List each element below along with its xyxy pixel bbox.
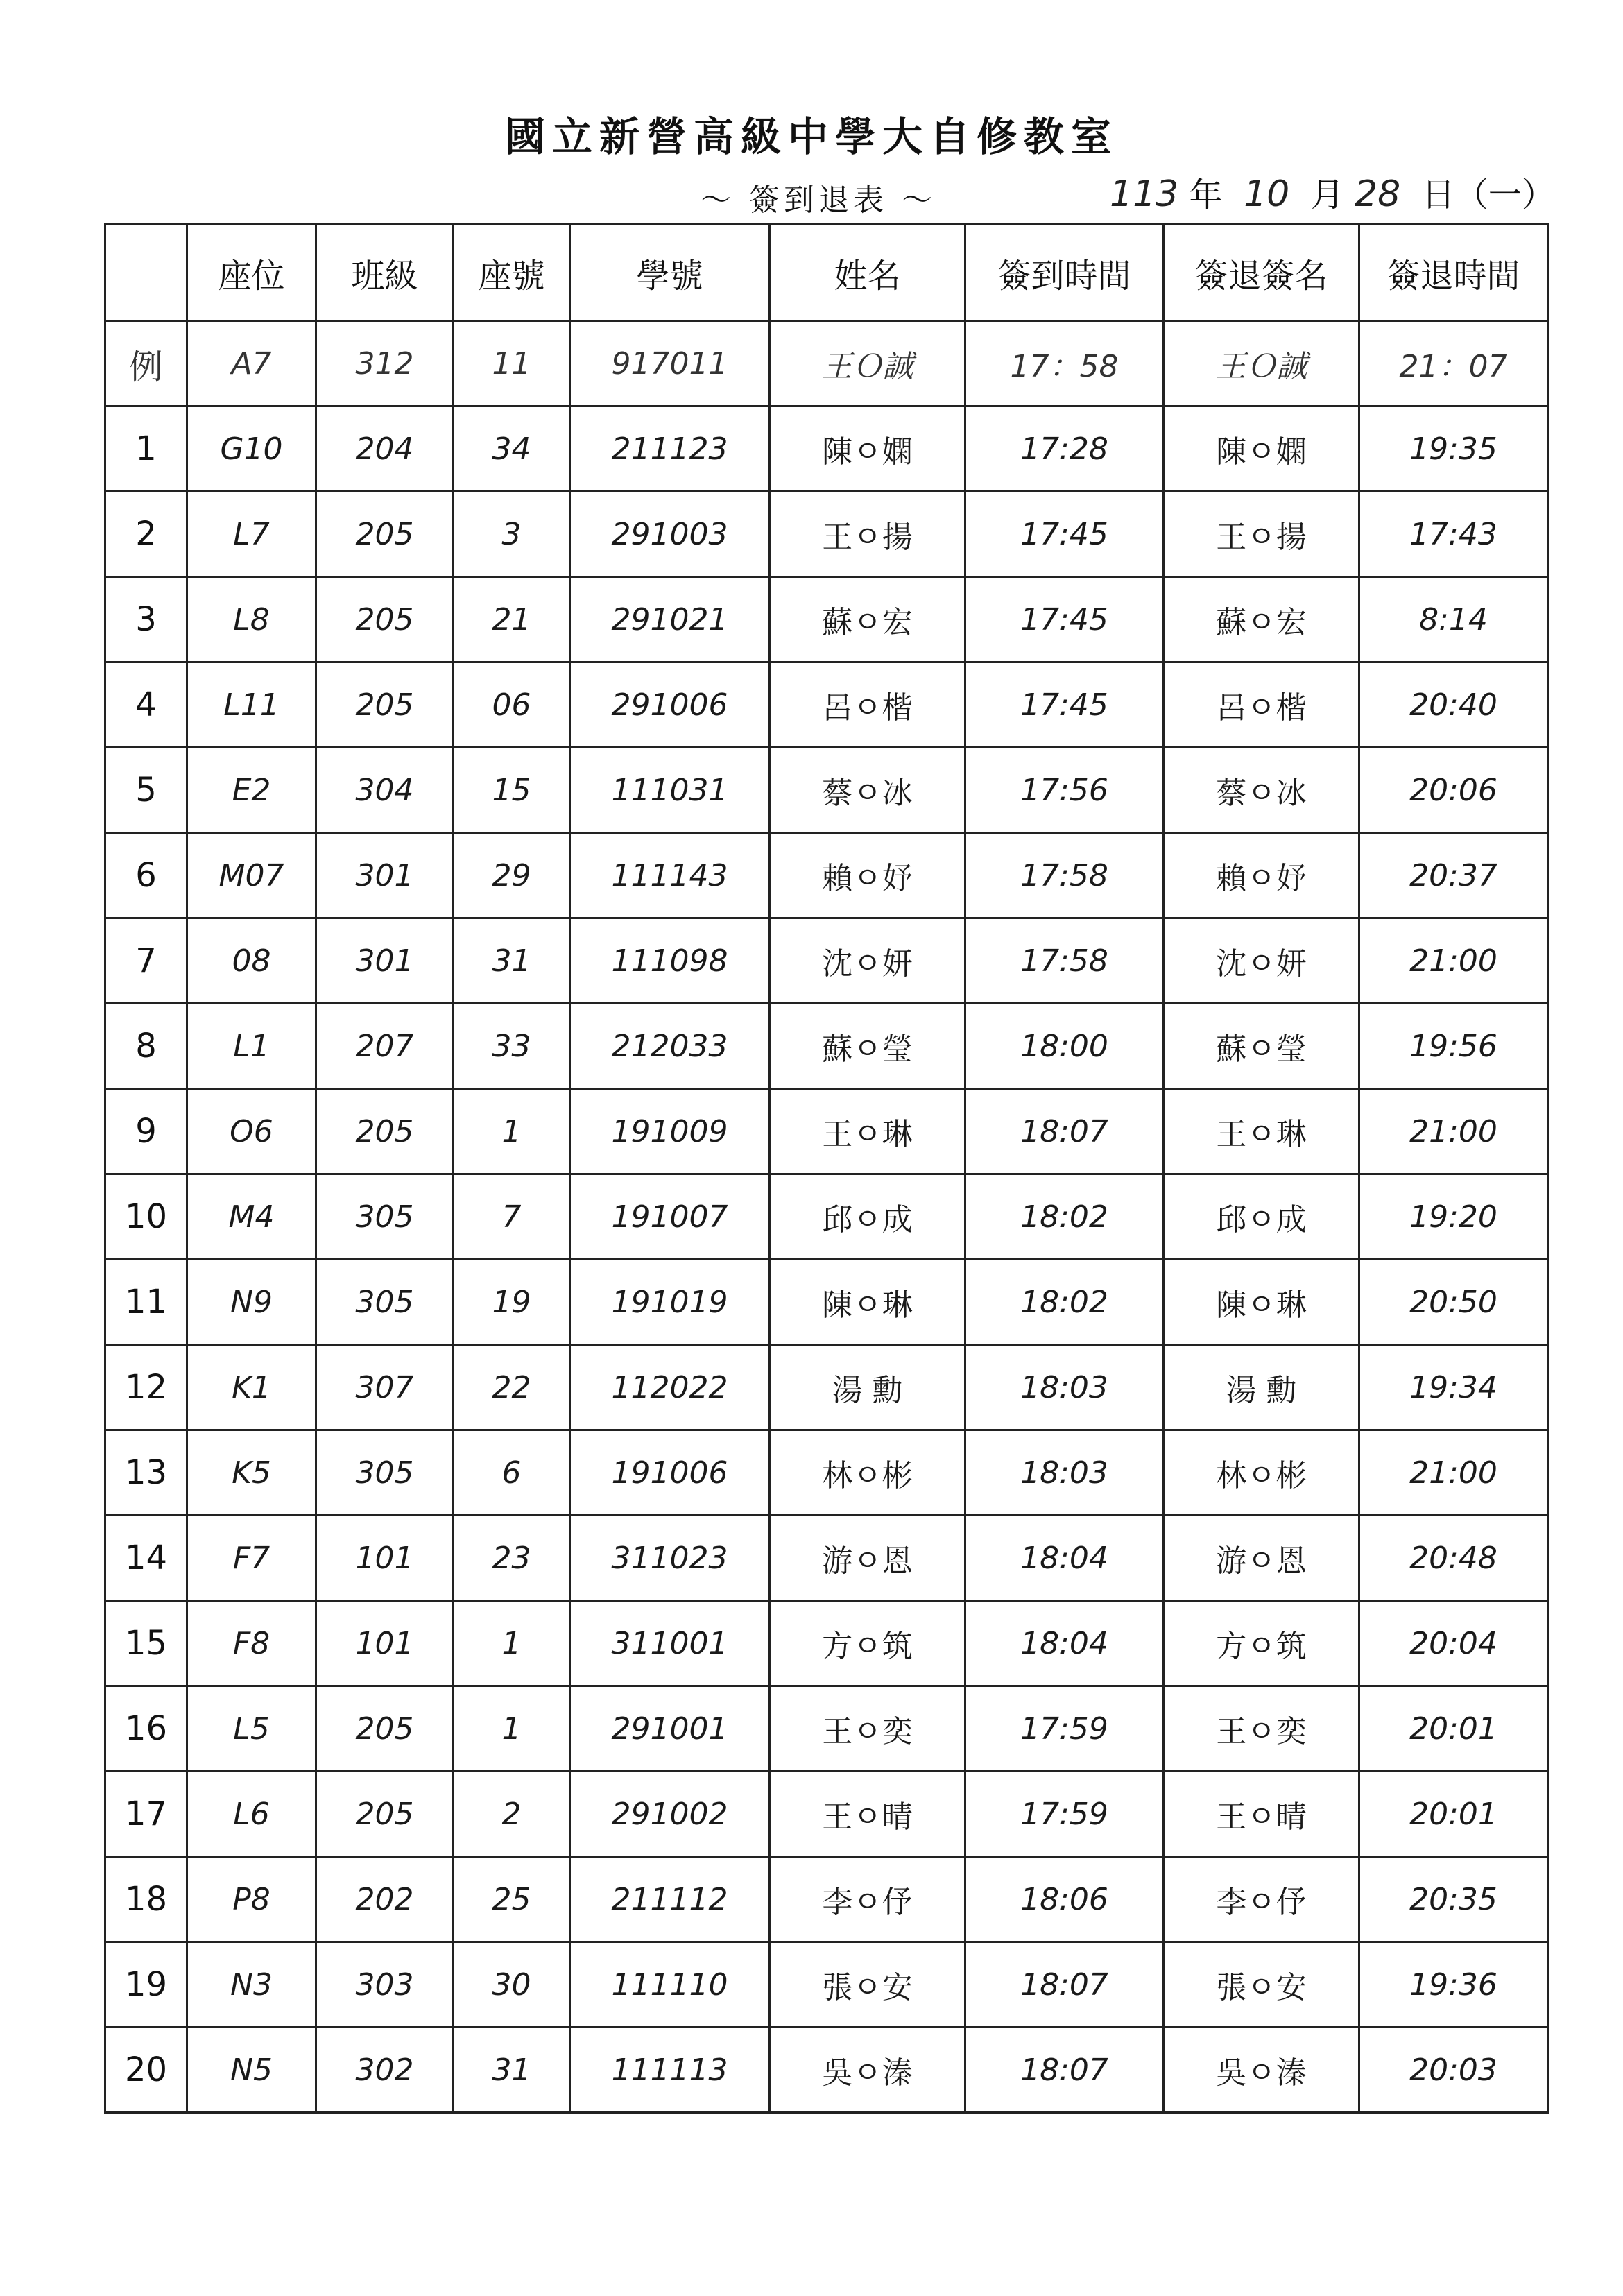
- class-cell: 303: [316, 1942, 454, 2028]
- table-row: [105, 1516, 1548, 1601]
- seat-cell: L8: [187, 577, 316, 662]
- row-label: 15: [105, 1601, 187, 1686]
- sign-out-name-cell: 林ㅇ彬: [1164, 1430, 1359, 1516]
- student-id-cell: 191006: [570, 1430, 770, 1516]
- table-row: [105, 1174, 1548, 1260]
- class-cell: 301: [316, 833, 454, 918]
- name-cell: 王ㅇ琳: [770, 1089, 965, 1174]
- sign-out-name-cell: 陳ㅇ嫻: [1164, 406, 1359, 492]
- sign-out-time-cell: 20:35: [1359, 1857, 1548, 1942]
- sign-in-time-cell: 17:58: [965, 918, 1164, 1004]
- sign-in-time-cell: 17:45: [965, 662, 1164, 748]
- sign-out-name-cell: 陳ㅇ琳: [1164, 1260, 1359, 1345]
- column-header-name: 姓名: [770, 225, 965, 321]
- table-row: [105, 1260, 1548, 1345]
- number-cell: 21: [454, 577, 570, 662]
- table-row: [105, 1089, 1548, 1174]
- sign-out-name-cell: 游ㅇ恩: [1164, 1516, 1359, 1601]
- student-id-cell: 211123: [570, 406, 770, 492]
- sign-out-name-cell: 方ㅇ筑: [1164, 1601, 1359, 1686]
- sign-out-time-cell: 21:00: [1359, 918, 1548, 1004]
- row-label: 5: [105, 748, 187, 833]
- seat-cell: N9: [187, 1260, 316, 1345]
- table-row: [105, 1772, 1548, 1857]
- sign-out-time-cell: 20:50: [1359, 1260, 1548, 1345]
- class-cell: 205: [316, 1089, 454, 1174]
- sign-in-time-cell: 18:02: [965, 1174, 1164, 1260]
- name-cell: 蘇ㅇ瑩: [770, 1004, 965, 1089]
- table-row: [105, 1345, 1548, 1430]
- sign-out-name-cell: 呂ㅇ楷: [1164, 662, 1359, 748]
- column-header-sign-out-name: 簽退簽名: [1164, 225, 1359, 321]
- sign-out-time-cell: 19:35: [1359, 406, 1548, 492]
- seat-cell: G10: [187, 406, 316, 492]
- sign-out-name-cell: 蘇ㅇ宏: [1164, 577, 1359, 662]
- sign-out-name-cell: 吳ㅇ溱: [1164, 2028, 1359, 2113]
- sign-in-time-cell: 18:07: [965, 2028, 1164, 2113]
- student-id-cell: 291006: [570, 662, 770, 748]
- sign-in-time-cell: 17：58: [965, 321, 1164, 406]
- number-cell: 1: [454, 1686, 570, 1772]
- sign-in-time-cell: 17:56: [965, 748, 1164, 833]
- class-cell: 307: [316, 1345, 454, 1430]
- sign-out-time-cell: 21:00: [1359, 1430, 1548, 1516]
- name-cell: 王ㅇ晴: [770, 1772, 965, 1857]
- sign-in-table: [104, 223, 1549, 2114]
- column-header-sign-in-time: 簽到時間: [965, 225, 1164, 321]
- sign-out-name-cell: 王ㅇ奕: [1164, 1686, 1359, 1772]
- seat-cell: 08: [187, 918, 316, 1004]
- sign-out-time-cell: 21：07: [1359, 321, 1548, 406]
- form-subtitle: ～ 簽到退表 ～: [701, 182, 936, 218]
- sign-in-time-cell: 18:04: [965, 1516, 1164, 1601]
- name-cell: 蘇ㅇ宏: [770, 577, 965, 662]
- row-label: 例: [105, 321, 187, 406]
- student-id-cell: 311023: [570, 1516, 770, 1601]
- table-row: [105, 492, 1548, 577]
- seat-cell: F8: [187, 1601, 316, 1686]
- class-cell: 205: [316, 1686, 454, 1772]
- sign-in-time-cell: 18:06: [965, 1857, 1164, 1942]
- class-cell: 312: [316, 321, 454, 406]
- sign-out-time-cell: 20:03: [1359, 2028, 1548, 2113]
- name-cell: 方ㅇ筑: [770, 1601, 965, 1686]
- sign-out-name-cell: 王Ｏ誠: [1164, 321, 1359, 406]
- sign-in-time-cell: 18:03: [965, 1345, 1164, 1430]
- seat-cell: P8: [187, 1857, 316, 1942]
- row-label: 3: [105, 577, 187, 662]
- table-row: [105, 1601, 1548, 1686]
- sign-out-name-cell: 張ㅇ安: [1164, 1942, 1359, 2028]
- table-row: [105, 1004, 1548, 1089]
- class-cell: 305: [316, 1430, 454, 1516]
- number-cell: 19: [454, 1260, 570, 1345]
- table-row: [105, 406, 1548, 492]
- sign-out-time-cell: 20:48: [1359, 1516, 1548, 1601]
- row-label: 12: [105, 1345, 187, 1430]
- sign-out-name-cell: 邱ㅇ成: [1164, 1174, 1359, 1260]
- student-id-cell: 111143: [570, 833, 770, 918]
- name-cell: 張ㅇ安: [770, 1942, 965, 2028]
- seat-cell: A7: [187, 321, 316, 406]
- seat-cell: F7: [187, 1516, 316, 1601]
- date-day: 28: [1355, 173, 1401, 215]
- student-id-cell: 191009: [570, 1089, 770, 1174]
- date-year: 113: [1110, 173, 1179, 215]
- class-cell: 202: [316, 1857, 454, 1942]
- row-label: 1: [105, 406, 187, 492]
- table-row: [105, 1942, 1548, 2028]
- class-cell: 205: [316, 577, 454, 662]
- date-month-label: 月: [1310, 175, 1344, 214]
- row-label: 9: [105, 1089, 187, 1174]
- sign-in-time-cell: 17:45: [965, 492, 1164, 577]
- name-cell: 王ㅇ揚: [770, 492, 965, 577]
- column-header-seat: 座位: [187, 225, 316, 321]
- student-id-cell: 112022: [570, 1345, 770, 1430]
- sign-out-name-cell: 賴ㅇ妤: [1164, 833, 1359, 918]
- number-cell: 06: [454, 662, 570, 748]
- student-id-cell: 291003: [570, 492, 770, 577]
- name-cell: 沈ㅇ妍: [770, 918, 965, 1004]
- name-cell: 賴ㅇ妤: [770, 833, 965, 918]
- seat-cell: N5: [187, 2028, 316, 2113]
- name-cell: 吳ㅇ溱: [770, 2028, 965, 2113]
- number-cell: 30: [454, 1942, 570, 2028]
- sign-in-time-cell: 17:59: [965, 1772, 1164, 1857]
- sign-out-name-cell: 王ㅇ晴: [1164, 1772, 1359, 1857]
- class-cell: 205: [316, 492, 454, 577]
- number-cell: 1: [454, 1089, 570, 1174]
- sign-out-time-cell: 20:04: [1359, 1601, 1548, 1686]
- subtitle-row: [0, 168, 1623, 223]
- table-header-row: [105, 225, 1548, 321]
- date-year-label: 年: [1189, 175, 1223, 214]
- sign-out-time-cell: 21:00: [1359, 1089, 1548, 1174]
- table-row: [105, 833, 1548, 918]
- sign-in-time-cell: 18:03: [965, 1430, 1164, 1516]
- name-cell: 林ㅇ彬: [770, 1430, 965, 1516]
- seat-cell: O6: [187, 1089, 316, 1174]
- sign-out-name-cell: 蘇ㅇ瑩: [1164, 1004, 1359, 1089]
- name-cell: 陳ㅇ琳: [770, 1260, 965, 1345]
- row-label: 17: [105, 1772, 187, 1857]
- sign-in-time-cell: 18:07: [965, 1089, 1164, 1174]
- name-cell: 王ㅇ奕: [770, 1686, 965, 1772]
- sign-out-time-cell: 20:40: [1359, 662, 1548, 748]
- row-label: 2: [105, 492, 187, 577]
- name-cell: 陳ㅇ嫻: [770, 406, 965, 492]
- sign-in-time-cell: 17:58: [965, 833, 1164, 918]
- row-label: 4: [105, 662, 187, 748]
- seat-cell: L5: [187, 1686, 316, 1772]
- table-row: [105, 662, 1548, 748]
- class-cell: 205: [316, 1772, 454, 1857]
- number-cell: 7: [454, 1174, 570, 1260]
- table-row: [105, 1430, 1548, 1516]
- class-cell: 305: [316, 1174, 454, 1260]
- table-row: [105, 577, 1548, 662]
- class-cell: 302: [316, 2028, 454, 2113]
- student-id-cell: 211112: [570, 1857, 770, 1942]
- student-id-cell: 111113: [570, 2028, 770, 2113]
- row-label: 7: [105, 918, 187, 1004]
- number-cell: 23: [454, 1516, 570, 1601]
- table-row: [105, 1857, 1548, 1942]
- sign-out-name-cell: 沈ㅇ妍: [1164, 918, 1359, 1004]
- number-cell: 15: [454, 748, 570, 833]
- column-header-index: [105, 225, 187, 321]
- sign-out-name-cell: 李ㅇ伃: [1164, 1857, 1359, 1942]
- sign-out-name-cell: 湯 勳: [1164, 1345, 1359, 1430]
- student-id-cell: 111031: [570, 748, 770, 833]
- sign-in-time-cell: 18:04: [965, 1601, 1164, 1686]
- class-cell: 305: [316, 1260, 454, 1345]
- sign-in-time-cell: 17:45: [965, 577, 1164, 662]
- seat-cell: M07: [187, 833, 316, 918]
- student-id-cell: 291021: [570, 577, 770, 662]
- number-cell: 1: [454, 1601, 570, 1686]
- seat-cell: L11: [187, 662, 316, 748]
- row-label: 19: [105, 1942, 187, 2028]
- sign-out-time-cell: 20:01: [1359, 1686, 1548, 1772]
- sign-in-time-cell: 18:07: [965, 1942, 1164, 2028]
- sign-in-time-cell: 17:59: [965, 1686, 1164, 1772]
- sign-out-time-cell: 19:56: [1359, 1004, 1548, 1089]
- number-cell: 33: [454, 1004, 570, 1089]
- sign-out-time-cell: 19:20: [1359, 1174, 1548, 1260]
- name-cell: 湯 勳: [770, 1345, 965, 1430]
- student-id-cell: 917011: [570, 321, 770, 406]
- sign-out-time-cell: 19:34: [1359, 1345, 1548, 1430]
- sign-in-time-cell: 18:00: [965, 1004, 1164, 1089]
- name-cell: 呂ㅇ楷: [770, 662, 965, 748]
- seat-cell: E2: [187, 748, 316, 833]
- seat-cell: N3: [187, 1942, 316, 2028]
- student-id-cell: 291002: [570, 1772, 770, 1857]
- class-cell: 207: [316, 1004, 454, 1089]
- class-cell: 304: [316, 748, 454, 833]
- seat-cell: L6: [187, 1772, 316, 1857]
- seat-cell: L1: [187, 1004, 316, 1089]
- table-row: [105, 918, 1548, 1004]
- sign-out-name-cell: 蔡ㅇ冰: [1164, 748, 1359, 833]
- column-header-number: 座號: [454, 225, 570, 321]
- sign-out-time-cell: 20:06: [1359, 748, 1548, 833]
- name-cell: 邱ㅇ成: [770, 1174, 965, 1260]
- form-date: [1110, 168, 1555, 216]
- student-id-cell: 191007: [570, 1174, 770, 1260]
- date-weekday-close: ）: [1521, 175, 1555, 214]
- row-label: 8: [105, 1004, 187, 1089]
- number-cell: 34: [454, 406, 570, 492]
- sign-out-time-cell: 8:14: [1359, 577, 1548, 662]
- row-label: 10: [105, 1174, 187, 1260]
- row-label: 6: [105, 833, 187, 918]
- table-row: [105, 1686, 1548, 1772]
- date-weekday: 一: [1488, 175, 1522, 214]
- table-row: [105, 2028, 1548, 2113]
- column-header-student-id: 學號: [570, 225, 770, 321]
- number-cell: 11: [454, 321, 570, 406]
- sign-out-time-cell: 17:43: [1359, 492, 1548, 577]
- sign-out-time-cell: 20:01: [1359, 1772, 1548, 1857]
- number-cell: 31: [454, 918, 570, 1004]
- column-header-class: 班級: [316, 225, 454, 321]
- name-cell: 李ㅇ伃: [770, 1857, 965, 1942]
- row-label: 20: [105, 2028, 187, 2113]
- student-id-cell: 111098: [570, 918, 770, 1004]
- class-cell: 101: [316, 1601, 454, 1686]
- student-id-cell: 111110: [570, 1942, 770, 2028]
- row-label: 16: [105, 1686, 187, 1772]
- student-id-cell: 191019: [570, 1260, 770, 1345]
- class-cell: 301: [316, 918, 454, 1004]
- row-label: 11: [105, 1260, 187, 1345]
- table-row: [105, 748, 1548, 833]
- name-cell: 蔡ㅇ冰: [770, 748, 965, 833]
- name-cell: 王Ｏ誠: [770, 321, 965, 406]
- number-cell: 29: [454, 833, 570, 918]
- sign-in-time-cell: 18:02: [965, 1260, 1164, 1345]
- column-header-sign-out-time: 簽退時間: [1359, 225, 1548, 321]
- sign-out-time-cell: 20:37: [1359, 833, 1548, 918]
- sign-in-time-cell: 17:28: [965, 406, 1164, 492]
- row-label: 14: [105, 1516, 187, 1601]
- number-cell: 22: [454, 1345, 570, 1430]
- date-day-label: 日: [1421, 175, 1455, 214]
- number-cell: 2: [454, 1772, 570, 1857]
- sign-out-name-cell: 王ㅇ琳: [1164, 1089, 1359, 1174]
- number-cell: 25: [454, 1857, 570, 1942]
- seat-cell: M4: [187, 1174, 316, 1260]
- number-cell: 6: [454, 1430, 570, 1516]
- seat-cell: K5: [187, 1430, 316, 1516]
- example-row: [105, 321, 1548, 406]
- number-cell: 3: [454, 492, 570, 577]
- seat-cell: L7: [187, 492, 316, 577]
- name-cell: 游ㅇ恩: [770, 1516, 965, 1601]
- class-cell: 205: [316, 662, 454, 748]
- date-weekday-open: （: [1454, 175, 1488, 214]
- number-cell: 31: [454, 2028, 570, 2113]
- class-cell: 101: [316, 1516, 454, 1601]
- student-id-cell: 212033: [570, 1004, 770, 1089]
- row-label: 18: [105, 1857, 187, 1942]
- sign-out-time-cell: 19:36: [1359, 1942, 1548, 2028]
- date-month: 10: [1244, 173, 1290, 215]
- row-label: 13: [105, 1430, 187, 1516]
- sign-out-name-cell: 王ㅇ揚: [1164, 492, 1359, 577]
- class-cell: 204: [316, 406, 454, 492]
- page-title: 國立新營高級中學大自修教室: [504, 113, 1118, 160]
- student-id-cell: 311001: [570, 1601, 770, 1686]
- student-id-cell: 291001: [570, 1686, 770, 1772]
- seat-cell: K1: [187, 1345, 316, 1430]
